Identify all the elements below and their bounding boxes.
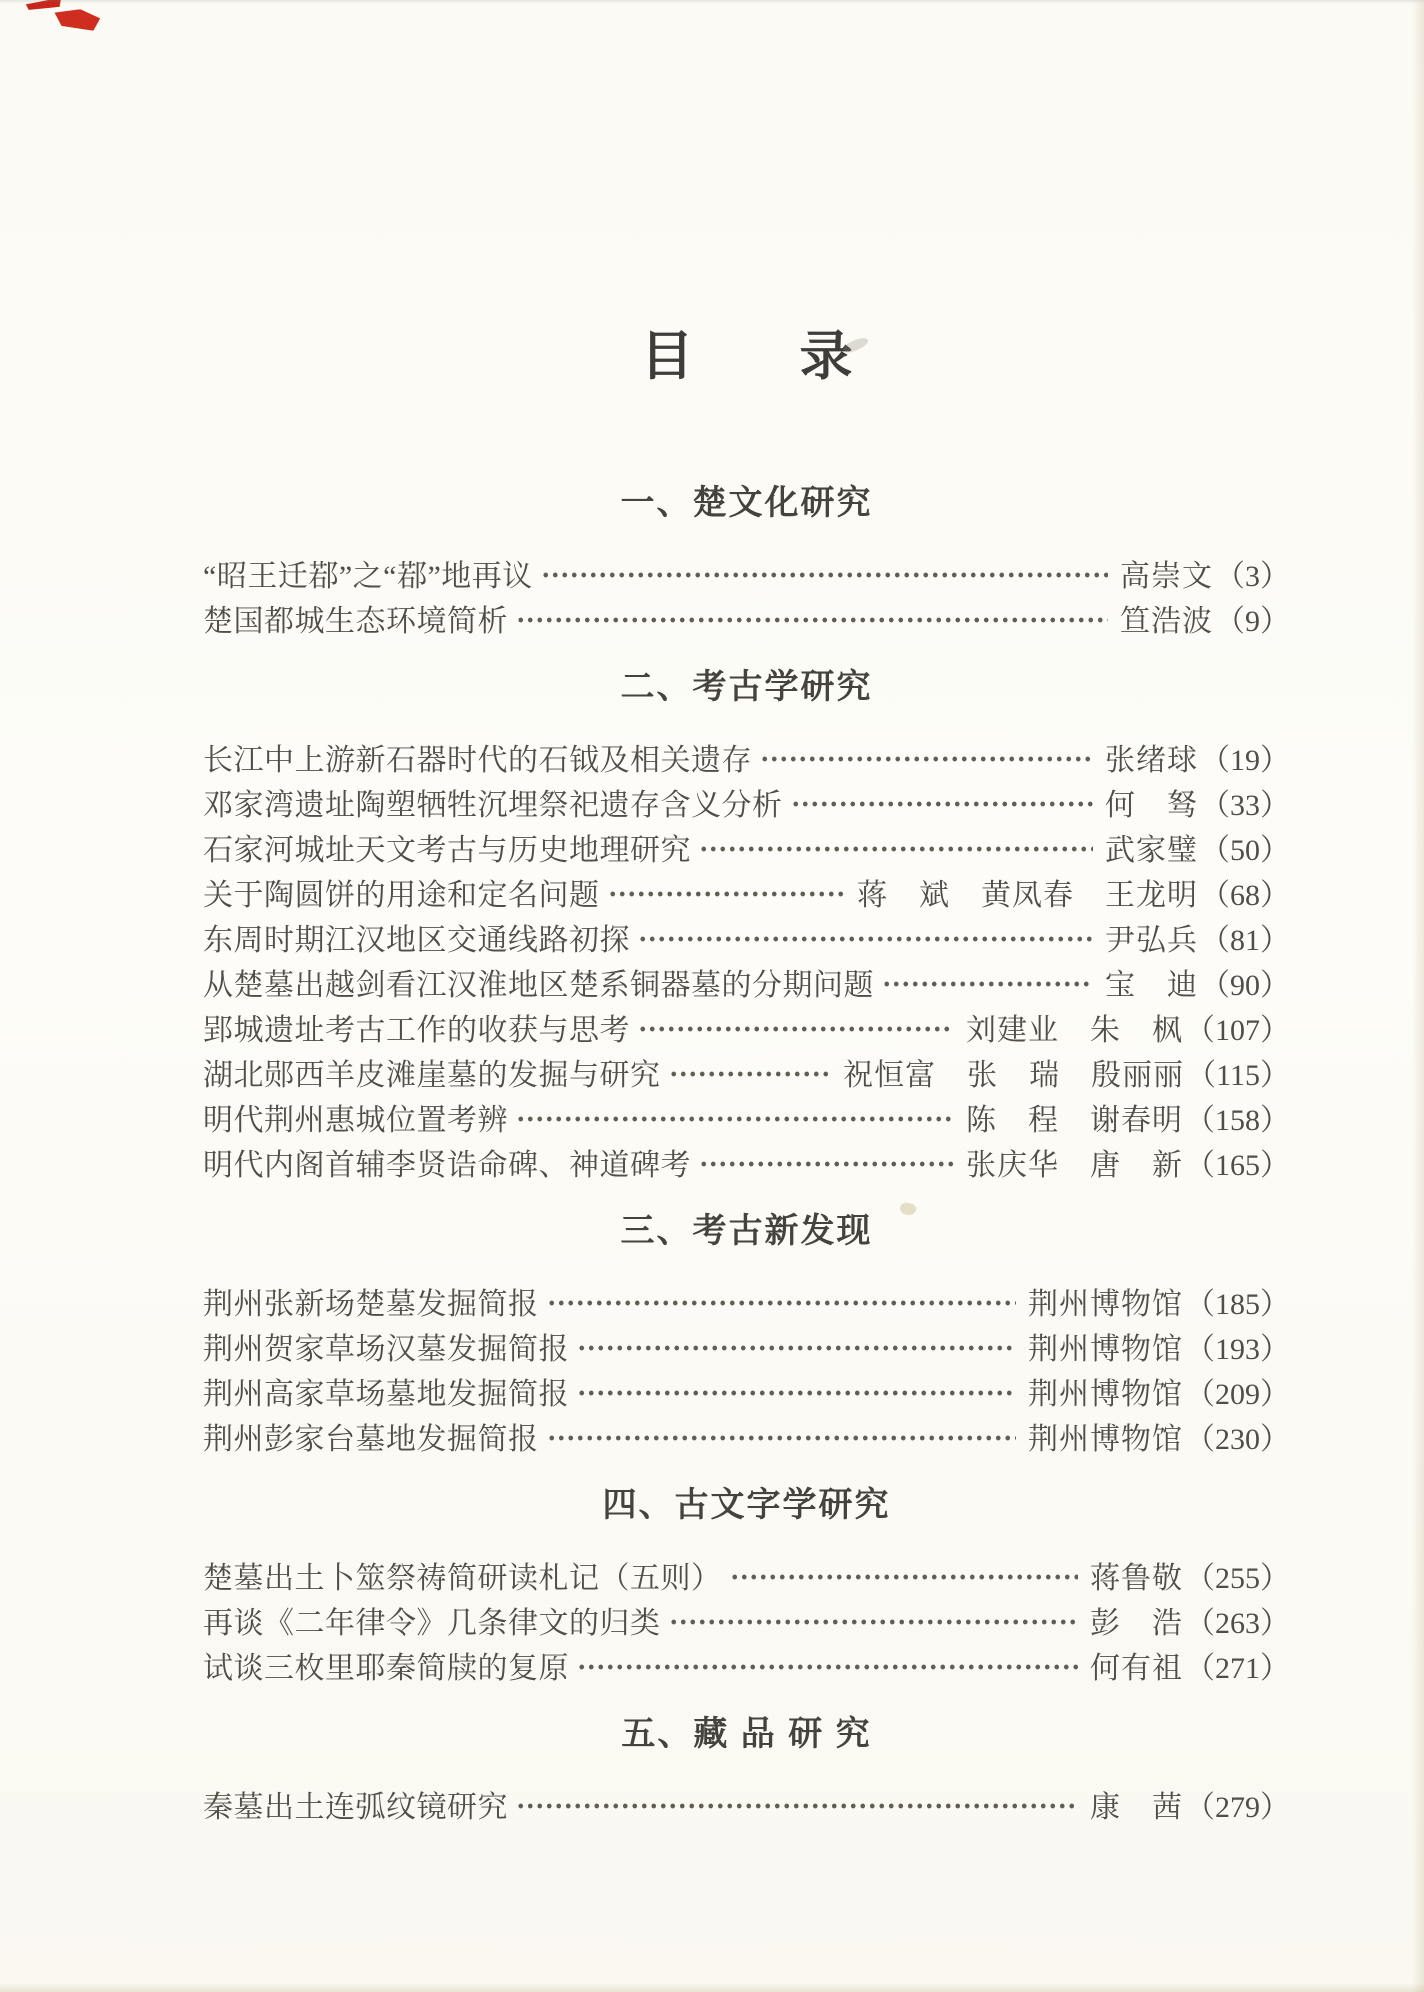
toc-entry bbox=[203, 824, 1290, 869]
toc-entry bbox=[203, 869, 1290, 914]
entry-title: 明代内阁首辅李贤诰命碑、神道碑考 bbox=[203, 1148, 691, 1182]
scan-artifact-red-mark bbox=[53, 7, 101, 32]
section-heading: 一、楚文化研究 bbox=[620, 484, 873, 522]
toc-entry bbox=[203, 959, 1290, 1004]
toc-section-new-discoveries bbox=[203, 1214, 1290, 1458]
dotted-leader bbox=[516, 1781, 1078, 1826]
entry-page-number: （3） bbox=[1215, 559, 1290, 593]
entry-title: 东周时期江汉地区交通线路初探 bbox=[203, 923, 630, 957]
entry-title: 再谈《二年律令》几条律文的归类 bbox=[203, 1606, 661, 1640]
toc-entry bbox=[203, 595, 1290, 640]
entry-title: 秦墓出土连弧纹镜研究 bbox=[203, 1790, 508, 1824]
toc-entries bbox=[203, 550, 1290, 640]
entry-page-number: （33） bbox=[1200, 788, 1290, 822]
entry-page-number: （193） bbox=[1185, 1332, 1290, 1366]
toc-entry bbox=[203, 1552, 1290, 1597]
entry-page-number: （90） bbox=[1200, 968, 1290, 1002]
entry-title: 郢城遗址考古工作的收获与思考 bbox=[203, 1013, 630, 1047]
entry-page-number: （263） bbox=[1185, 1606, 1290, 1640]
toc-entry bbox=[203, 1323, 1290, 1368]
dotted-leader bbox=[577, 1323, 1016, 1368]
entry-title: 荆州高家草场墓地发掘简报 bbox=[203, 1377, 569, 1411]
toc-entries bbox=[203, 1552, 1290, 1687]
entry-authors: 宝 迪 bbox=[1105, 968, 1198, 1002]
dotted-leader bbox=[699, 824, 1093, 869]
entry-page-number: （158） bbox=[1185, 1103, 1290, 1137]
entry-page-number: （107） bbox=[1185, 1013, 1290, 1047]
toc-entry bbox=[203, 1049, 1290, 1094]
entry-authors: 彭 浩 bbox=[1090, 1606, 1183, 1640]
entry-page-number: （271） bbox=[1185, 1651, 1290, 1685]
toc-entry bbox=[203, 1597, 1290, 1642]
entry-authors: 高崇文 bbox=[1120, 559, 1213, 593]
toc-entry bbox=[203, 550, 1290, 595]
entry-title: 荆州彭家台墓地发掘简报 bbox=[203, 1422, 539, 1456]
dotted-leader bbox=[669, 1597, 1079, 1642]
entry-page-number: （209） bbox=[1185, 1377, 1290, 1411]
section-heading: 二、考古学研究 bbox=[620, 668, 873, 706]
toc-content bbox=[203, 0, 1290, 1826]
dotted-leader bbox=[760, 734, 1093, 779]
entry-authors: 尹弘兵 bbox=[1105, 923, 1198, 957]
toc-entry bbox=[203, 1368, 1290, 1413]
entry-title: 石家河城址天文考古与历史地理研究 bbox=[203, 833, 691, 867]
toc-entry bbox=[203, 1004, 1290, 1049]
entry-authors: 笪浩波 bbox=[1120, 604, 1213, 638]
entry-title: 楚墓出土卜筮祭祷简研读札记（五则） bbox=[203, 1561, 722, 1595]
dotted-leader bbox=[577, 1368, 1016, 1413]
dotted-leader bbox=[516, 595, 1108, 640]
dotted-leader bbox=[638, 914, 1093, 959]
entry-authors: 张庆华 唐 新 bbox=[966, 1148, 1183, 1182]
entry-page-number: （279） bbox=[1185, 1790, 1290, 1824]
page-title: 目 录 bbox=[640, 328, 853, 386]
toc-entry bbox=[203, 1094, 1290, 1139]
entry-authors: 荆州博物馆 bbox=[1028, 1377, 1183, 1411]
entry-title: 明代荆州惠城位置考辨 bbox=[203, 1103, 508, 1137]
entry-title: 荆州贺家草场汉墓发掘简报 bbox=[203, 1332, 569, 1366]
entry-authors: 何 驽 bbox=[1105, 788, 1198, 822]
entry-title: 邓家湾遗址陶塑牺牲沉埋祭祀遗存含义分析 bbox=[203, 788, 783, 822]
toc-entry bbox=[203, 1642, 1290, 1687]
dotted-leader bbox=[547, 1278, 1017, 1323]
entry-page-number: （81） bbox=[1200, 923, 1290, 957]
toc-entry bbox=[203, 1278, 1290, 1323]
entry-authors: 何有祖 bbox=[1090, 1651, 1183, 1685]
entry-page-number: （185） bbox=[1185, 1287, 1290, 1321]
entry-page-number: （19） bbox=[1200, 743, 1290, 777]
entry-authors: 康 茜 bbox=[1090, 1790, 1183, 1824]
dotted-leader bbox=[577, 1642, 1078, 1687]
dotted-leader bbox=[547, 1413, 1017, 1458]
entry-authors: 荆州博物馆 bbox=[1028, 1332, 1183, 1366]
toc-section-chu-culture bbox=[203, 486, 1290, 640]
entry-authors: 武家璧 bbox=[1105, 833, 1198, 867]
toc-section-paleography bbox=[203, 1488, 1290, 1687]
entry-authors: 蒋鲁敬 bbox=[1090, 1561, 1183, 1595]
entry-title: 湖北郧西羊皮滩崖墓的发掘与研究 bbox=[203, 1058, 661, 1092]
entry-title: 荆州张新场楚墓发掘简报 bbox=[203, 1287, 539, 1321]
toc-entries bbox=[203, 734, 1290, 1184]
dotted-leader bbox=[638, 1004, 954, 1049]
page-edge-shadow bbox=[1412, 0, 1424, 1992]
entry-title: 关于陶圆饼的用途和定名问题 bbox=[203, 878, 600, 912]
toc-section-archaeology bbox=[203, 670, 1290, 1184]
entry-authors: 刘建业 朱 枫 bbox=[966, 1013, 1183, 1047]
entry-title: 试谈三枚里耶秦简牍的复原 bbox=[203, 1651, 569, 1685]
dotted-leader bbox=[730, 1552, 1079, 1597]
entry-page-number: （115） bbox=[1186, 1058, 1290, 1092]
toc-entry bbox=[203, 734, 1290, 779]
entry-authors: 荆州博物馆 bbox=[1028, 1422, 1183, 1456]
toc-entries bbox=[203, 1781, 1290, 1826]
entry-authors: 张绪球 bbox=[1105, 743, 1198, 777]
dotted-leader bbox=[669, 1049, 832, 1094]
toc-entries bbox=[203, 1278, 1290, 1458]
dotted-leader bbox=[541, 550, 1108, 595]
page-edge-shadow bbox=[0, 0, 1424, 4]
entry-page-number: （9） bbox=[1215, 604, 1290, 638]
entry-page-number: （50） bbox=[1200, 833, 1290, 867]
entry-title: 从楚墓出越剑看江汉淮地区楚系铜器墓的分期问题 bbox=[203, 968, 874, 1002]
toc-entry bbox=[203, 914, 1290, 959]
entry-title: 长江中上游新石器时代的石钺及相关遗存 bbox=[203, 743, 752, 777]
entry-title: “昭王迁鄀”之“鄀”地再议 bbox=[203, 559, 533, 593]
section-heading: 五、藏 品 研 究 bbox=[621, 1715, 872, 1753]
dotted-leader bbox=[791, 779, 1094, 824]
toc-section-collections bbox=[203, 1717, 1290, 1826]
dotted-leader bbox=[608, 869, 846, 914]
toc-entry bbox=[203, 779, 1290, 824]
entry-page-number: （255） bbox=[1185, 1561, 1290, 1595]
entry-page-number: （230） bbox=[1185, 1422, 1290, 1456]
toc-entry bbox=[203, 1413, 1290, 1458]
section-heading: 三、考古新发现 bbox=[620, 1212, 873, 1250]
page-edge-shadow bbox=[0, 1983, 1424, 1992]
section-heading: 四、古文字学研究 bbox=[602, 1486, 891, 1524]
entry-page-number: （68） bbox=[1200, 878, 1290, 912]
entry-page-number: （165） bbox=[1185, 1148, 1290, 1182]
entry-authors: 陈 程 谢春明 bbox=[966, 1103, 1183, 1137]
entry-authors: 荆州博物馆 bbox=[1028, 1287, 1183, 1321]
entry-authors: 祝恒富 张 瑞 殷丽丽 bbox=[843, 1058, 1185, 1092]
dotted-leader bbox=[516, 1094, 954, 1139]
entry-title: 楚国都城生态环境简析 bbox=[203, 604, 508, 638]
entry-authors: 蒋 斌 黄凤春 王龙明 bbox=[857, 878, 1198, 912]
dotted-leader bbox=[882, 959, 1093, 1004]
toc-entry bbox=[203, 1139, 1290, 1184]
toc-entry bbox=[203, 1781, 1290, 1826]
dotted-leader bbox=[699, 1139, 954, 1184]
